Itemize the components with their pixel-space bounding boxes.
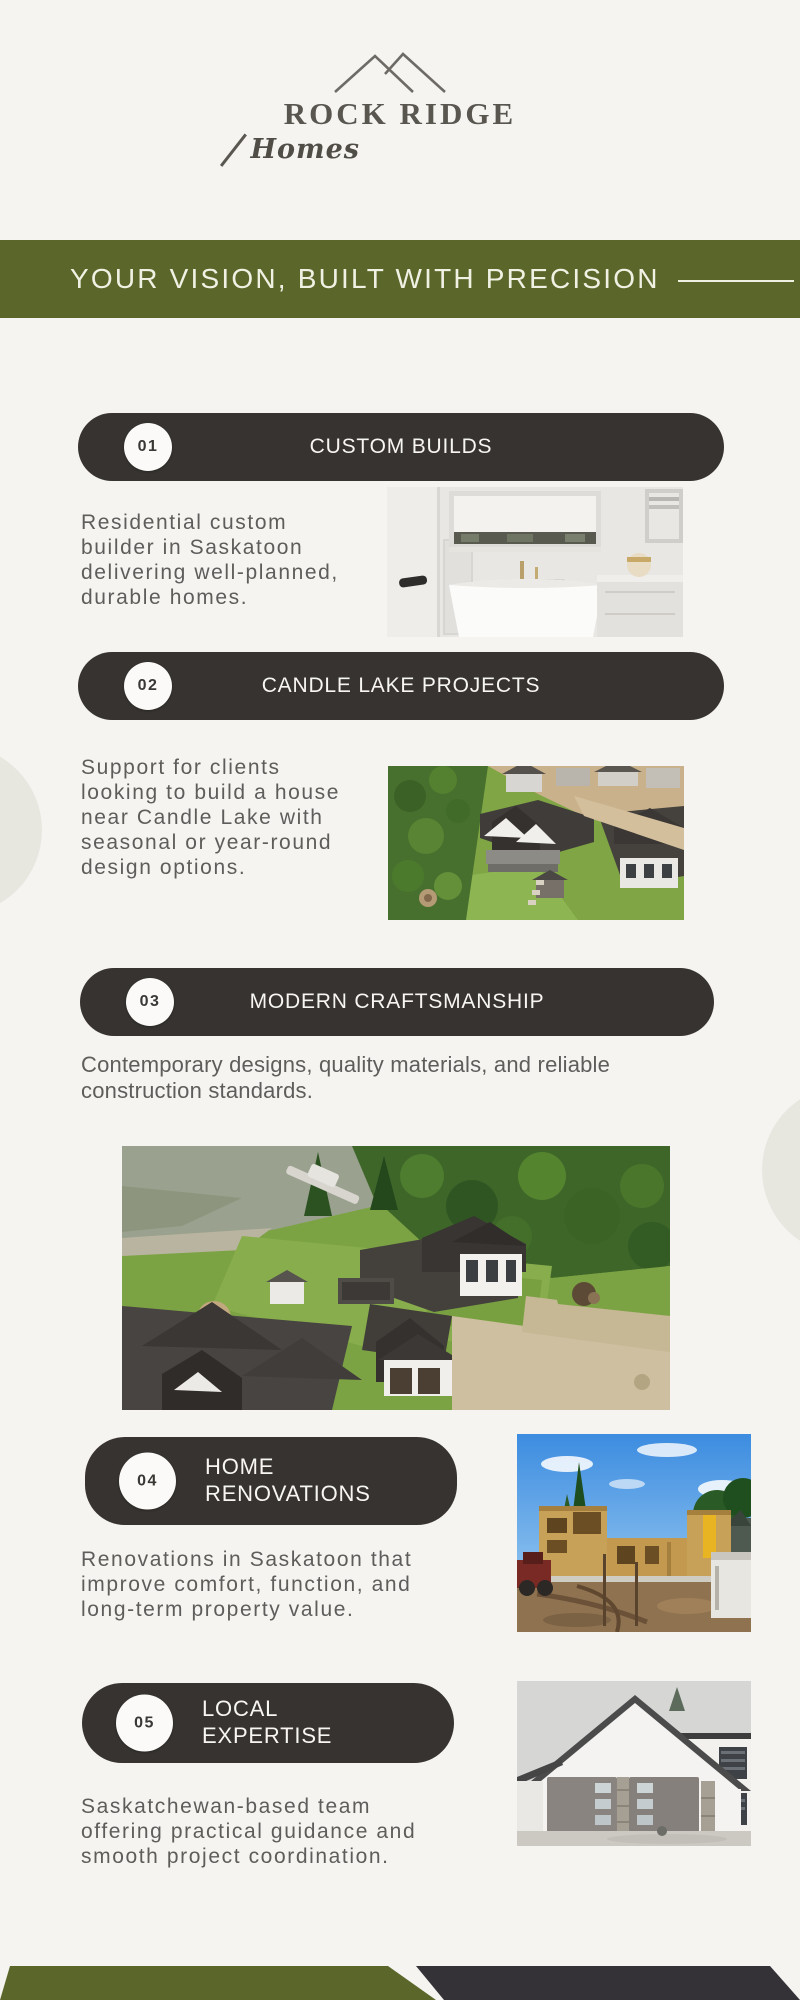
banner-rule bbox=[678, 280, 794, 282]
footer-green-shape bbox=[0, 1966, 436, 2000]
decorative-circle-left bbox=[0, 745, 42, 915]
section-body-local-expertise: Saskatchewan-based team offering practical guidance and smooth project coordination. bbox=[81, 1795, 417, 1868]
section-number: 01 bbox=[137, 438, 159, 455]
section-number: 02 bbox=[137, 677, 159, 694]
slash-mark bbox=[220, 133, 247, 166]
section-pill-home-renovations bbox=[85, 1437, 457, 1525]
section-number: 03 bbox=[139, 993, 161, 1010]
section-pill-custom-builds bbox=[78, 413, 724, 481]
banner-headline: YOUR VISION, BUILT WITH PRECISION bbox=[70, 263, 660, 294]
modern-farmhouse-photo bbox=[517, 1681, 751, 1846]
construction-framing-photo bbox=[517, 1434, 751, 1632]
section-number: 05 bbox=[134, 1714, 155, 1731]
section-pill-candle-lake bbox=[78, 652, 724, 720]
logo bbox=[0, 50, 800, 170]
aerial-neighbourhood-photo bbox=[388, 766, 684, 920]
section-title: CANDLE LAKE PROJECTS bbox=[261, 674, 541, 697]
section-body-candle-lake: Support for clients looking to build a house near Candle Lake with seasonal or year-round design options. bbox=[81, 756, 341, 879]
decorative-circle-right bbox=[762, 1085, 800, 1255]
aerial-lakefront-photo bbox=[122, 1146, 670, 1410]
section-body-custom-builds: Residential custom builder in Saskatoon delivering well-planned, durable homes. bbox=[81, 511, 339, 609]
brand-tagline: Homes bbox=[250, 134, 360, 165]
mountains-icon bbox=[331, 50, 449, 94]
section-pill-modern-craftsmanship bbox=[80, 968, 714, 1036]
section-title: HOME RENOVATIONS bbox=[205, 1454, 371, 1506]
bathroom-photo bbox=[387, 487, 683, 637]
section-title: MODERN CRAFTSMANSHIP bbox=[249, 990, 545, 1013]
section-pill-local-expertise bbox=[82, 1683, 454, 1763]
section-number: 04 bbox=[137, 1472, 158, 1489]
section-body-modern-craftsmanship: Contemporary designs, quality materials, and reliable construction standards. bbox=[81, 1052, 611, 1103]
footer-dark-shape bbox=[404, 1966, 800, 2000]
section-body-home-renovations: Renovations in Saskatoon that improve comfort, function, and long-term property value. bbox=[81, 1548, 413, 1621]
logo-tagline-row bbox=[232, 134, 472, 170]
section-title: CUSTOM BUILDS bbox=[309, 435, 493, 458]
section-title: LOCAL EXPERTISE bbox=[202, 1696, 333, 1748]
headline-banner bbox=[0, 240, 800, 318]
brand-name: ROCK RIDGE bbox=[283, 96, 517, 131]
